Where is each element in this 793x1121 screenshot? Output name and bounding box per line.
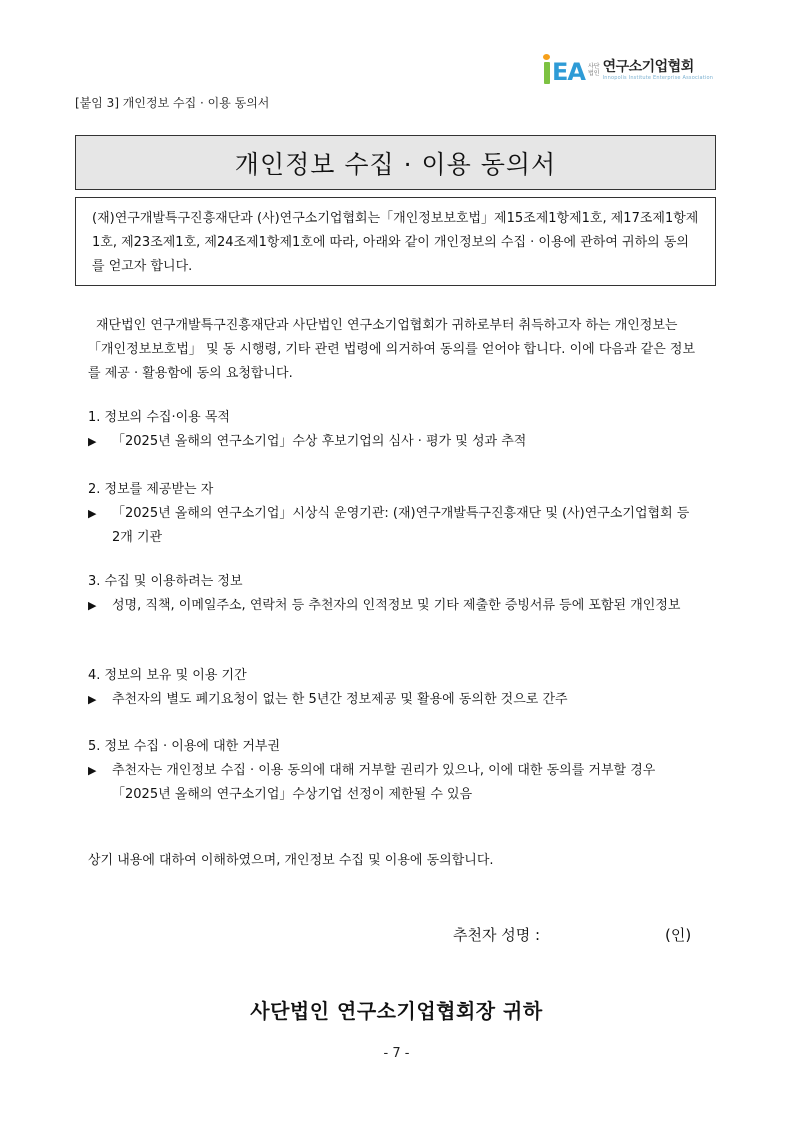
intro-box: (재)연구개발특구진흥재단과 (사)연구소기업협회는「개인정보보호법」제15조제1항제1호, 제17조제1항제1호, 제23조제1호, 제24조제1항제1호에 따라, 아래와 같이 개인정보의 수집 · 이용에 관하여 귀하의 동의를 얻고자 합니다. [75,197,716,286]
section-bullet [88,688,700,712]
logo-text [603,59,714,81]
logo-letters: EA [552,58,585,86]
triangle-right-icon: ▶ [88,693,97,706]
attachment-label: [붙임 3] 개인정보 수집 · 이용 동의서 [75,96,270,110]
section-bullet [88,759,700,807]
section-heading: 2. 정보를 제공받는 자 [88,482,214,497]
document-title: 개인정보 수집 · 이용 동의서 [75,135,716,190]
logo-i-icon [544,62,550,84]
page-number: - 7 - [383,1046,410,1061]
logo-english: Innopolis Institute Enterprise Association [602,75,714,81]
logo-name: 연구소기업협회 [602,59,694,75]
bullet-text: 「2025년 올해의 연구소기업」시상식 운영기관: (재)연구개발특구진흥재단 및 (사)연구소기업협회 등 2개 기관 [112,506,690,545]
agreement-statement: 상기 내용에 대하여 이해하였으며, 개인정보 수집 및 이용에 동의합니다. [88,853,494,868]
logo-small-bottom: 법인 [587,70,600,77]
logo-small-text [588,63,600,77]
section-2 [88,478,700,550]
seal-label: (인) [665,926,692,944]
section-5 [88,735,700,807]
bullet-text: 추천자의 별도 폐기요청이 없는 한 5년간 정보제공 및 활용에 동의한 것으로 간주 [112,692,568,707]
triangle-right-icon: ▶ [88,435,97,448]
triangle-right-icon: ▶ [88,599,97,612]
section-heading: 1. 정보의 수집·이용 목적 [88,410,230,425]
logo-small-top: 사단 [587,63,600,70]
logo-mark [544,56,585,84]
section-1 [88,406,700,454]
section-heading: 3. 수집 및 이용하려는 정보 [88,574,243,589]
bullet-text: 추천자는 개인정보 수집 · 이용 동의에 대해 거부할 권리가 있으나, 이에 대한 동의를 거부할 경우「2025년 올해의 연구소기업」수상기업 선정이 제한될 수 있음 [112,763,656,802]
signer-name-label: 추천자 성명 : [453,926,541,944]
triangle-right-icon: ▶ [88,507,97,520]
bullet-text: 「2025년 올해의 연구소기업」수상 후보기업의 심사 · 평가 및 성과 추적 [112,434,527,449]
recipient-line: 사단법인 연구소기업협회장 귀하 [250,999,543,1023]
section-heading: 5. 정보 수집 · 이용에 대한 거부권 [88,739,281,754]
section-bullet [88,430,700,454]
section-3 [88,570,700,618]
main-paragraph: 재단법인 연구개발특구진흥재단과 사단법인 연구소기업협회가 귀하로부터 취득하고자 하는 개인정보는 「개인정보보호법」 및 동 시행령, 기타 관련 법령에 의거하여 동의를 얻어야 합니다. 이에 다음과 같은 정보를 제공 · 활용함에 동의 요청합니다. [88,318,695,381]
section-heading: 4. 정보의 보유 및 이용 기간 [88,668,247,683]
bullet-text: 성명, 직책, 이메일주소, 연락처 등 추천자의 인적정보 및 기타 제출한 증빙서류 등에 포함된 개인정보 [112,598,681,613]
triangle-right-icon: ▶ [88,764,97,777]
section-bullet [88,502,700,550]
section-4 [88,664,700,712]
section-bullet [88,594,700,618]
association-logo [544,55,713,85]
